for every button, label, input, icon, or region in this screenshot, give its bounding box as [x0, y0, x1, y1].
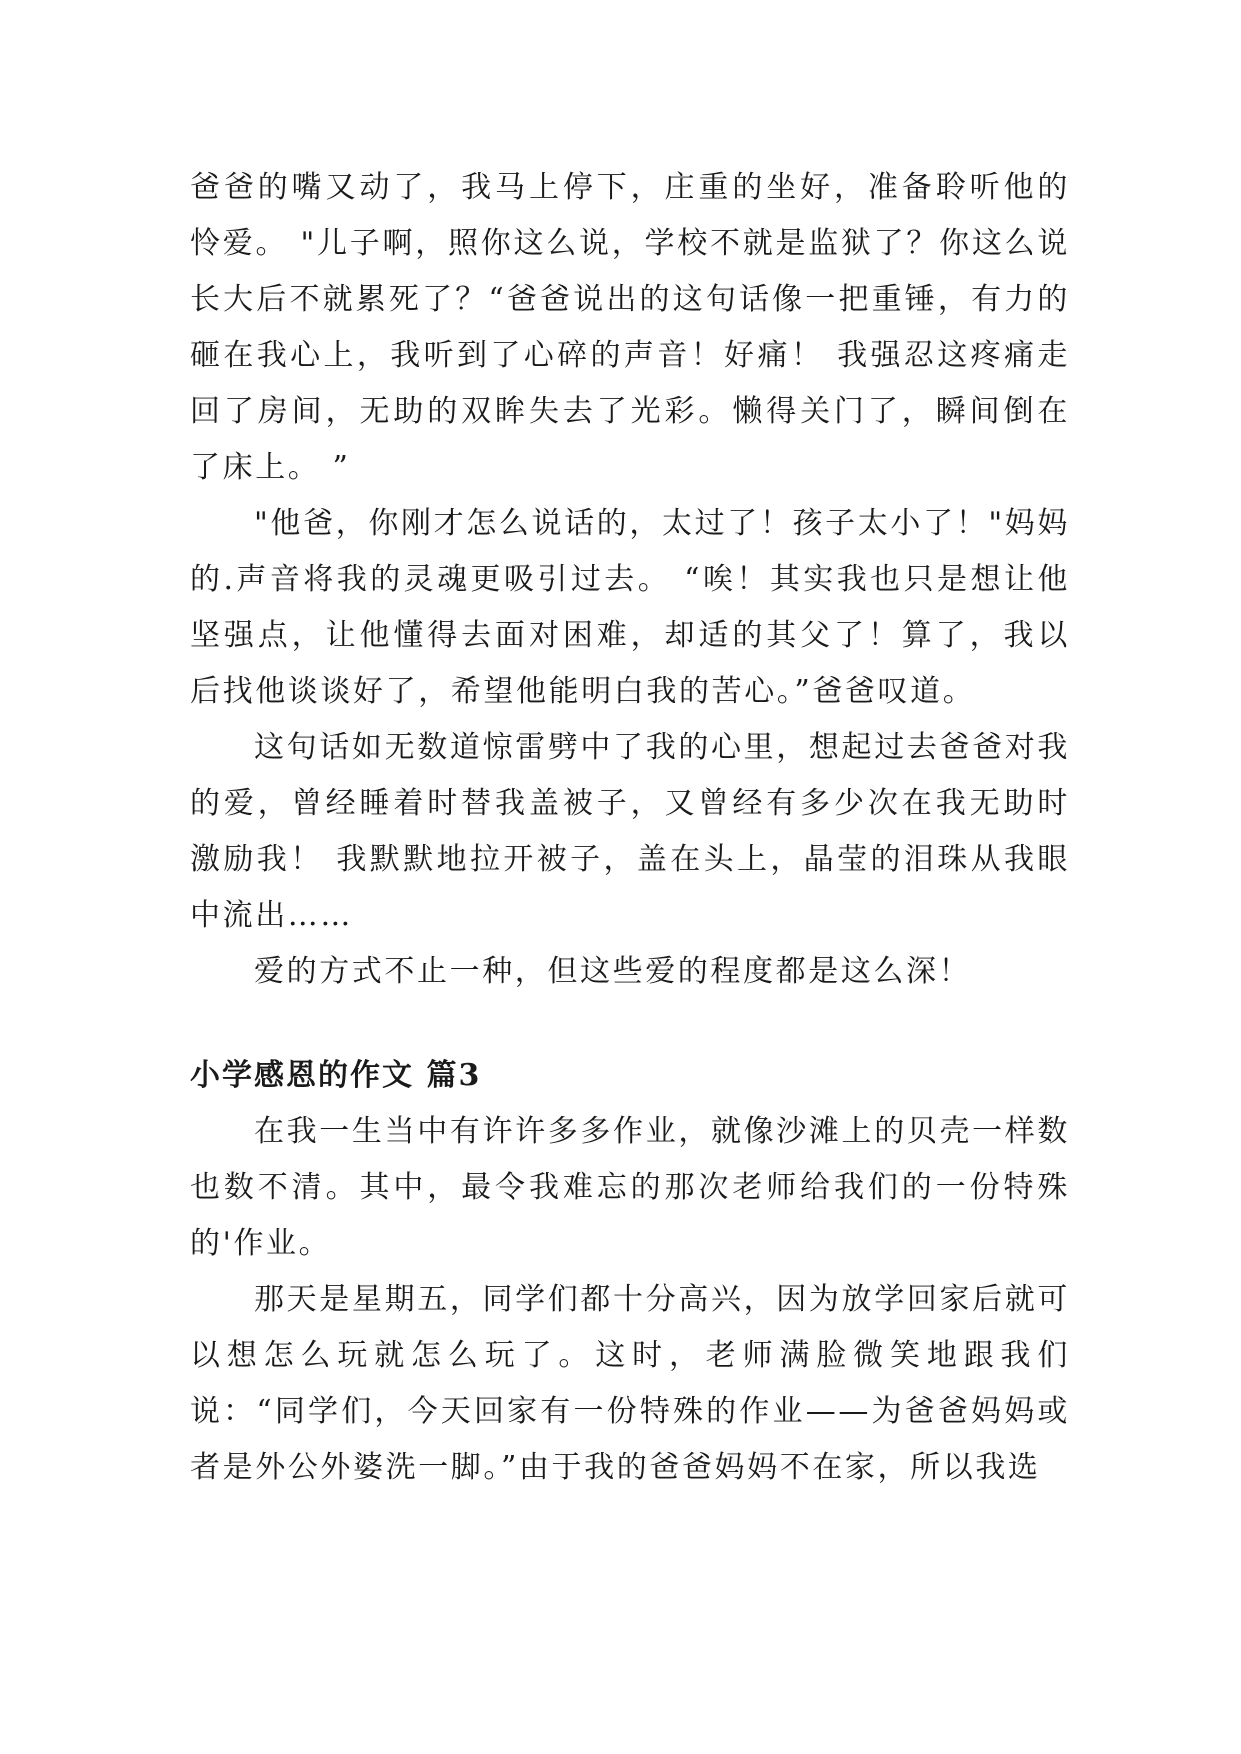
paragraph-2: "他爸，你刚才怎么说话的，太过了！孩子太小了！"妈妈的.声音将我的灵魂更吸引过去。 “唉！其实我也只是想让他坚强点，让他懂得去面对困难，却适的其父了！算了，我以后找他谈谈好了，希望他能明白我的苦心。”爸爸叹道。: [190, 506, 1070, 709]
paragraph-3: 这句话如无数道惊雷劈中了我的心里，想起过去爸爸对我的爱，曾经睡着时替我盖被子，又曾经有多少次在我无助时激励我！ 我默默地拉开被子，盖在头上，晶莹的泪珠从我眼中流出……: [190, 730, 1070, 933]
paragraph-5: 在我一生当中有许许多多作业，就像沙滩上的贝壳一样数也数不清。其中，最令我难忘的那次老师给我们的一份特殊的'作业。: [190, 1114, 1070, 1261]
document-page: [190, 160, 1070, 1496]
paragraph-4: 爱的方式不止一种，但这些爱的程度都是这么深！: [254, 954, 972, 989]
section-heading: 小学感恩的作文 篇3: [190, 1058, 482, 1093]
paragraph-6: 那天是星期五，同学们都十分高兴，因为放学回家后就可以想怎么玩就怎么玩了。这时，老师满脸微笑地跟我们说：“同学们，今天回家有一份特殊的作业——为爸爸妈妈或者是外公外婆洗一脚。”由于我的爸爸妈妈不在家，所以我选: [190, 1282, 1070, 1485]
paragraph-1: 爸爸的嘴又动了，我马上停下，庄重的坐好，准备聆听他的怜爱。 "儿子啊，照你这么说，学校不就是监狱了？你这么说长大后不就累死了？“爸爸说出的这句话像一把重锤，有力的砸在我心上，我听到了心碎的声音！好痛！ 我强忍这疼痛走回了房间，无助的双眸失去了光彩。懒得关门了，瞬间倒在了床上。 ”: [190, 170, 1070, 485]
